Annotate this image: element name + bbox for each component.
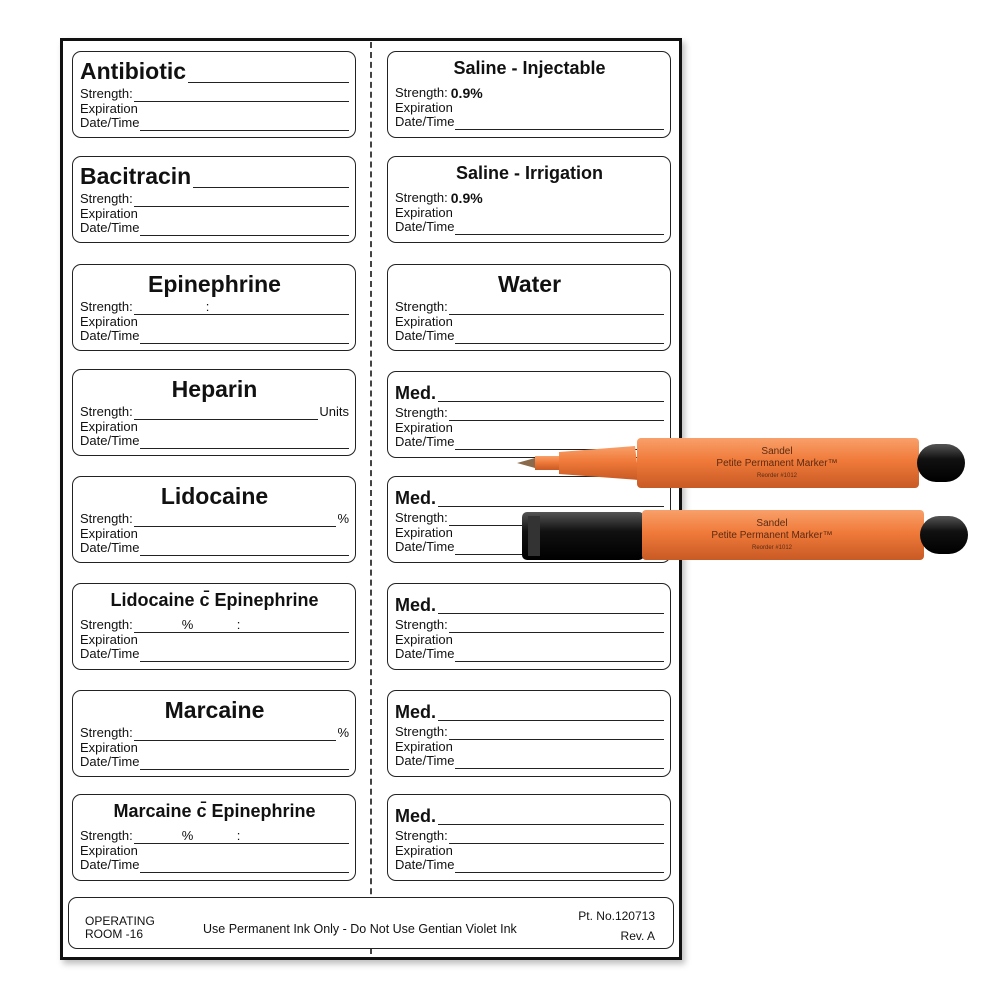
label-title: Antibiotic: [80, 60, 349, 83]
datetime-field[interactable]: Date/Time: [80, 541, 349, 556]
datetime-field[interactable]: Date/Time: [395, 540, 664, 555]
strength-field[interactable]: Strength:: [395, 829, 664, 844]
datetime-field[interactable]: Date/Time: [395, 435, 664, 450]
expiration-field[interactable]: Expiration: [80, 842, 138, 858]
label-lidocaine-epinephrine[interactable]: [72, 583, 356, 670]
datetime-field[interactable]: Date/Time: [80, 434, 349, 449]
label-saline-injectable[interactable]: [387, 51, 671, 138]
datetime-field[interactable]: Date/Time: [395, 115, 664, 130]
datetime-field[interactable]: Date/Time: [80, 221, 349, 236]
marker-capped[interactable]: [520, 504, 970, 566]
strength-field[interactable]: Strength:: [395, 511, 664, 526]
strength-field[interactable]: Strength: %: [80, 511, 349, 526]
marker-cap: [522, 512, 644, 560]
expiration-field[interactable]: Expiration: [395, 313, 453, 329]
label-title: Med.: [395, 703, 664, 721]
label-title: Saline - Injectable: [453, 58, 606, 78]
label-title: Epinephrine: [148, 271, 281, 297]
part-number: Pt. No.120713: [578, 909, 655, 923]
strength-field[interactable]: Strength: %: [80, 725, 349, 740]
datetime-field[interactable]: Date/Time: [395, 647, 664, 662]
strength-field[interactable]: Strength:: [80, 87, 349, 102]
label-antibiotic[interactable]: [72, 51, 356, 138]
expiration-field[interactable]: Expiration: [80, 631, 138, 647]
marker-reorder: Reorder #1012: [756, 473, 798, 479]
label-saline-irrigation[interactable]: [387, 156, 671, 243]
strength-field[interactable]: Strength: :: [80, 300, 349, 315]
label-title: Water: [497, 271, 562, 297]
expiration-field[interactable]: Expiration: [395, 524, 453, 540]
strength-field[interactable]: Strength: % :: [80, 829, 349, 844]
ink-notice: Use Permanent Ink Only - Do Not Use Gentian Violet Ink: [203, 922, 517, 936]
strength-field[interactable]: Strength:: [395, 300, 664, 315]
datetime-field[interactable]: Date/Time: [80, 329, 349, 344]
marker-uncapped[interactable]: [515, 432, 970, 494]
label-title: Marcaine: [164, 697, 265, 723]
label-med-4[interactable]: [387, 690, 671, 777]
marker-brand: Sandel: [761, 446, 793, 457]
expiration-field[interactable]: Expiration: [80, 205, 138, 221]
expiration-field[interactable]: Expiration: [395, 842, 453, 858]
marker-product: Petite Permanent Marker™: [716, 458, 838, 469]
expiration-field[interactable]: Expiration: [80, 418, 138, 434]
expiration-field[interactable]: Expiration: [80, 525, 138, 541]
marker-brand: Sandel: [756, 518, 788, 529]
strength-field[interactable]: Strength: 0.9%: [395, 190, 483, 206]
strength-field[interactable]: Strength:: [395, 618, 664, 633]
label-bacitracin[interactable]: [72, 156, 356, 243]
label-epinephrine[interactable]: [72, 264, 356, 351]
revision: Rev. A: [620, 929, 655, 943]
datetime-field[interactable]: Date/Time: [80, 116, 349, 131]
strength-field[interactable]: Strength:: [80, 192, 349, 207]
expiration-field[interactable]: Expiration: [395, 738, 453, 754]
strength-field[interactable]: Strength: % :: [80, 618, 349, 633]
perforation-line: [370, 42, 372, 954]
label-med-3[interactable]: [387, 583, 671, 670]
strength-field[interactable]: Strength: Units: [80, 404, 349, 419]
marker-tip: [517, 458, 535, 468]
expiration-field[interactable]: Expiration: [395, 99, 453, 115]
label-title: Lidocaine c̄ Epinephrine: [110, 590, 319, 610]
label-title: Med.: [395, 489, 664, 507]
expiration-field[interactable]: Expiration: [80, 313, 138, 329]
label-title: Marcaine c̄ Epinephrine: [113, 801, 316, 821]
label-med-5[interactable]: [387, 794, 671, 881]
marker-end-cap: [920, 516, 968, 554]
datetime-field[interactable]: Date/Time: [80, 647, 349, 662]
datetime-field[interactable]: Date/Time: [80, 755, 349, 770]
label-marcaine-epinephrine[interactable]: [72, 794, 356, 881]
sheet-footer: [68, 897, 674, 949]
datetime-field[interactable]: Date/Time: [395, 220, 664, 235]
label-heparin[interactable]: [72, 369, 356, 456]
expiration-field[interactable]: Expiration: [395, 204, 453, 220]
expiration-field[interactable]: Expiration: [395, 631, 453, 647]
label-title: Saline - Irrigation: [455, 163, 604, 183]
room-label: OPERATING ROOM -16: [85, 914, 155, 941]
expiration-field[interactable]: Expiration: [80, 100, 138, 116]
datetime-field[interactable]: Date/Time: [80, 858, 349, 873]
strength-field[interactable]: Strength: 0.9%: [395, 85, 483, 101]
expiration-field[interactable]: Expiration: [395, 419, 453, 435]
marker-end-cap: [917, 444, 965, 482]
label-title: Med.: [395, 596, 664, 614]
label-title: Bacitracin: [80, 165, 349, 188]
label-title: Heparin: [171, 376, 258, 402]
label-water[interactable]: [387, 264, 671, 351]
label-title: Med.: [395, 807, 664, 825]
datetime-field[interactable]: Date/Time: [395, 329, 664, 344]
label-title: Med.: [395, 384, 664, 402]
strength-field[interactable]: Strength:: [395, 725, 664, 740]
marker-reorder: Reorder #1012: [751, 545, 793, 551]
label-title: Lidocaine: [160, 483, 269, 509]
datetime-field[interactable]: Date/Time: [395, 754, 664, 769]
expiration-field[interactable]: Expiration: [80, 739, 138, 755]
marker-product: Petite Permanent Marker™: [711, 530, 833, 541]
label-lidocaine[interactable]: [72, 476, 356, 563]
strength-field[interactable]: Strength:: [395, 406, 664, 421]
label-marcaine[interactable]: [72, 690, 356, 777]
datetime-field[interactable]: Date/Time: [395, 858, 664, 873]
